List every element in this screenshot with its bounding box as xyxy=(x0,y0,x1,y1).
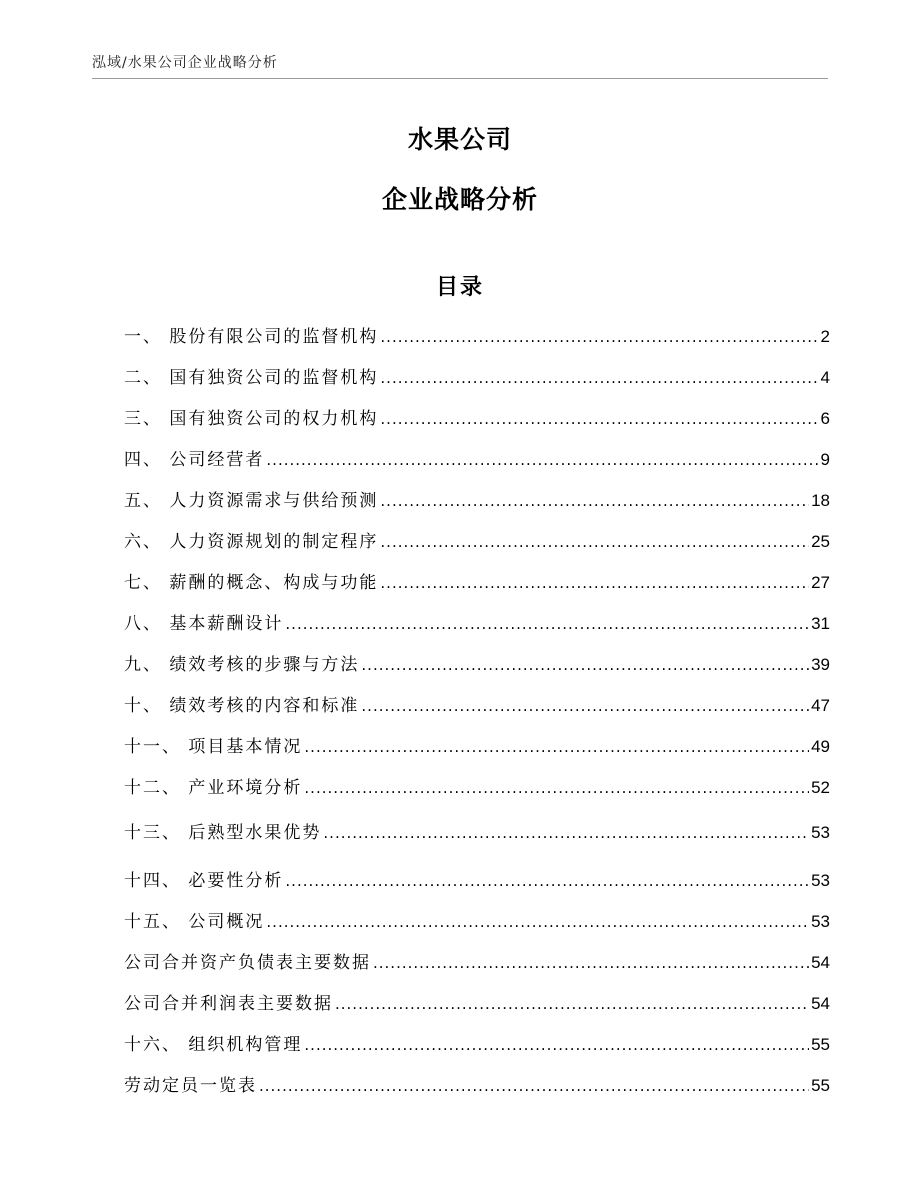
toc-entry-page-number: 27 xyxy=(811,573,830,592)
toc-entry-page-number: 54 xyxy=(811,953,830,972)
toc-entry-label: 十、 绩效考核的内容和标准 xyxy=(124,696,360,716)
toc-entry-label: 公司合并利润表主要数据 xyxy=(124,994,333,1014)
toc-entry[interactable] xyxy=(124,530,830,554)
toc-entry-page-number: 55 xyxy=(811,1035,830,1054)
toc-dot-leader xyxy=(380,366,818,390)
toc-entry-label: 一、 股份有限公司的监督机构 xyxy=(124,327,379,347)
toc-entry-page-number: 47 xyxy=(811,696,830,715)
toc-entry-label: 四、 公司经营者 xyxy=(124,450,265,470)
toc-entry-label: 十二、 产业环境分析 xyxy=(124,778,303,798)
toc-dot-leader xyxy=(361,694,809,718)
toc-dot-leader xyxy=(323,821,809,845)
toc-entry-page-number: 53 xyxy=(811,871,830,890)
toc-entry-page-number: 55 xyxy=(811,1076,830,1095)
toc-entry-label: 十三、 后熟型水果优势 xyxy=(124,823,322,843)
toc-entry-label: 三、 国有独资公司的权力机构 xyxy=(124,409,379,429)
toc-dot-leader xyxy=(285,869,809,893)
toc-entry-page-number: 39 xyxy=(811,655,830,674)
toc-entry[interactable] xyxy=(124,612,830,636)
toc-entry[interactable] xyxy=(124,366,830,390)
toc-entry-label: 六、 人力资源规划的制定程序 xyxy=(124,532,379,552)
toc-entry-label: 十一、 项目基本情况 xyxy=(124,737,303,757)
toc-entry[interactable] xyxy=(124,407,830,431)
toc-dot-leader xyxy=(380,325,818,349)
toc-entry-label: 十四、 必要性分析 xyxy=(124,871,284,891)
toc-entry[interactable] xyxy=(124,1074,830,1098)
toc-entry-page-number: 53 xyxy=(811,823,830,842)
running-header: 泓域/水果公司企业战略分析 xyxy=(92,52,828,79)
toc-entry-page-number: 54 xyxy=(811,994,830,1013)
toc-entry-label: 八、 基本薪酬设计 xyxy=(124,614,284,634)
toc-entry-label: 九、 绩效考核的步骤与方法 xyxy=(124,655,360,675)
toc-dot-leader xyxy=(304,776,809,800)
toc-entry-page-number: 18 xyxy=(811,491,830,510)
toc-entry-page-number: 4 xyxy=(820,368,830,387)
toc-entry-page-number: 49 xyxy=(811,737,830,756)
toc-entry[interactable] xyxy=(124,735,830,759)
toc-entry[interactable] xyxy=(124,325,830,349)
toc-entry-page-number: 6 xyxy=(820,409,830,428)
toc-entry-label: 劳动定员一览表 xyxy=(124,1076,257,1096)
document-title-line2: 企业战略分析 xyxy=(381,185,538,214)
toc-entry-page-number: 2 xyxy=(820,327,830,346)
toc-entry[interactable] xyxy=(124,869,830,893)
toc-entry[interactable] xyxy=(124,992,830,1016)
toc-entry[interactable] xyxy=(124,571,830,595)
toc-dot-leader xyxy=(380,489,809,513)
toc-entry[interactable] xyxy=(124,951,830,975)
toc-dot-leader xyxy=(266,910,809,934)
toc-entry-page-number: 52 xyxy=(811,778,830,797)
document-title-line1: 水果公司 xyxy=(407,125,512,154)
toc-dot-leader xyxy=(335,992,809,1016)
toc-entry-label: 五、 人力资源需求与供给预测 xyxy=(124,491,379,511)
toc-entry-label: 二、 国有独资公司的监督机构 xyxy=(124,368,379,388)
toc-dot-leader xyxy=(304,1033,809,1057)
toc-dot-leader xyxy=(380,530,809,554)
toc-dot-leader xyxy=(259,1074,809,1098)
toc-entry[interactable] xyxy=(124,694,830,718)
toc-dot-leader xyxy=(361,653,809,677)
toc-entry-label: 十六、 组织机构管理 xyxy=(124,1035,303,1055)
toc-entry[interactable] xyxy=(124,776,830,800)
toc-heading: 目录 xyxy=(435,275,484,300)
toc-entry[interactable] xyxy=(124,821,830,845)
toc-dot-leader xyxy=(266,448,818,472)
toc-entry[interactable] xyxy=(124,910,830,934)
toc-dot-leader xyxy=(373,951,809,975)
toc-entry[interactable] xyxy=(124,1033,830,1057)
toc-dot-leader xyxy=(380,407,818,431)
toc-entry[interactable] xyxy=(124,489,830,513)
toc-entry[interactable] xyxy=(124,653,830,677)
toc-entry-label: 公司合并资产负债表主要数据 xyxy=(124,953,371,973)
toc-dot-leader xyxy=(380,571,809,595)
toc-entry-label: 十五、 公司概况 xyxy=(124,912,265,932)
toc-entry-label: 七、 薪酬的概念、构成与功能 xyxy=(124,573,379,593)
toc-entry-page-number: 31 xyxy=(811,614,830,633)
toc-entry[interactable] xyxy=(124,448,830,472)
toc-entry-page-number: 25 xyxy=(811,532,830,551)
toc-entry-page-number: 9 xyxy=(820,450,830,469)
toc-dot-leader xyxy=(285,612,809,636)
toc-entry-page-number: 53 xyxy=(811,912,830,931)
toc-dot-leader xyxy=(304,735,809,759)
